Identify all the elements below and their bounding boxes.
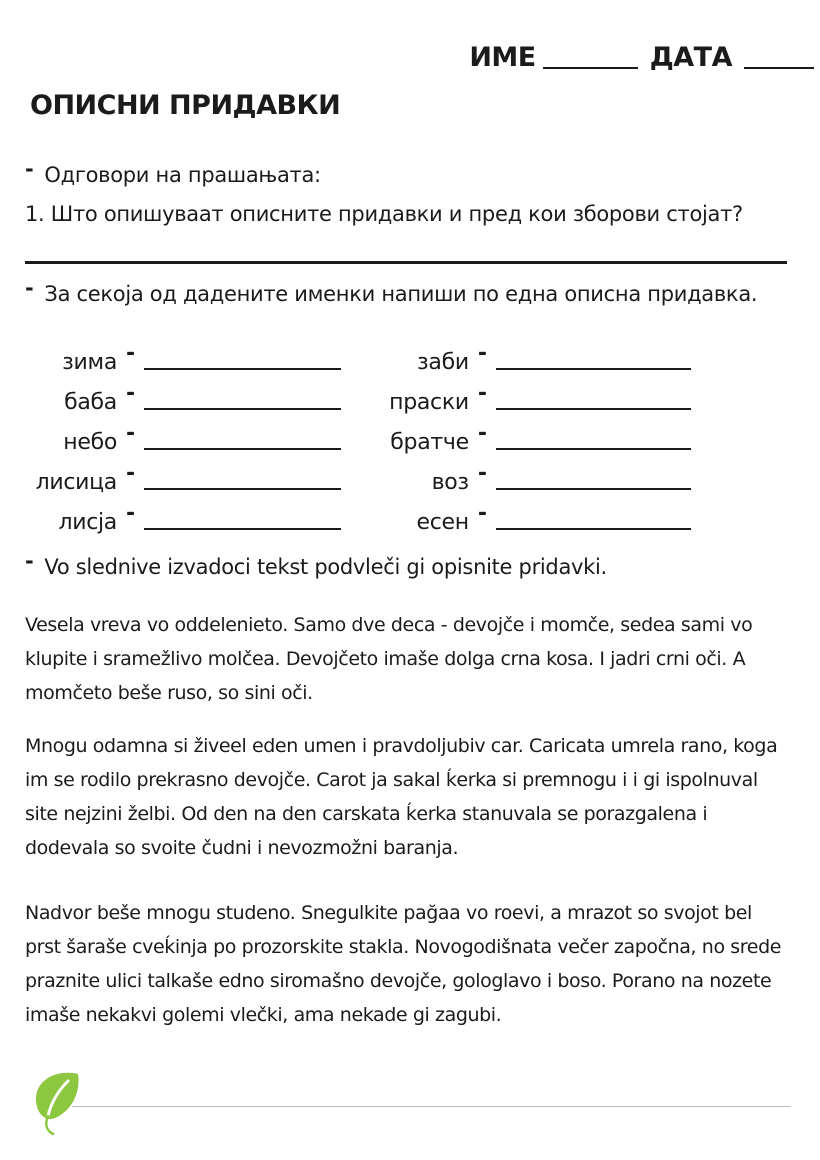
separator-dash: - — [477, 461, 487, 486]
write-in-blank — [144, 368, 341, 370]
word-label: праски — [389, 390, 469, 415]
word-label: есен — [416, 510, 469, 535]
write-in-blank — [144, 408, 341, 410]
word-row — [389, 498, 691, 538]
name-label: ИМЕ — [469, 42, 536, 73]
page-title: ОПИСНИ ПРИДАВКИ — [30, 90, 341, 121]
prompt-answer-questions — [25, 157, 321, 187]
write-in-blank — [496, 368, 691, 370]
excerpt-paragraph-1: Vesela vreva vo oddelenieto. Samo dve deca - devojče i momče, sedea sami vo klupite i sramežlivo molčea. Devojčeto imaše dolga crna kosa. I jadri crni oči. A momčeto beše ruso, so sini oči. — [25, 614, 753, 704]
bullet-dash: - — [25, 157, 34, 181]
bullet-dash: - — [25, 276, 34, 300]
word-row — [389, 378, 691, 418]
word-label: небо — [63, 430, 117, 455]
separator-dash: - — [477, 501, 487, 526]
separator-dash: - — [126, 501, 135, 526]
separator-dash: - — [126, 461, 135, 486]
word-row — [25, 418, 341, 458]
word-column-right — [389, 338, 691, 538]
word-label: зима — [62, 350, 117, 375]
write-in-blank — [144, 448, 341, 450]
prompt-text: Одговори на прашањата: — [44, 163, 321, 187]
name-blank-line — [543, 67, 638, 69]
write-in-blank — [496, 408, 691, 410]
word-label: баба — [64, 390, 117, 415]
date-label: ДАТА — [649, 42, 732, 73]
answer-blank-line — [25, 261, 787, 264]
prompt-text: Vo slednive izvadoci tekst podvleči gi opisnite pridavki. — [44, 555, 607, 579]
word-row — [25, 338, 341, 378]
word-list — [25, 338, 691, 538]
prompt-write-adjectives — [25, 276, 758, 306]
date-blank-line — [744, 67, 814, 69]
word-row — [25, 378, 341, 418]
header — [469, 42, 814, 73]
separator-dash: - — [477, 381, 487, 406]
word-label: лисица — [35, 470, 117, 495]
write-in-blank — [496, 488, 691, 490]
leaf-logo-icon — [32, 1072, 82, 1136]
separator-dash: - — [126, 341, 135, 366]
word-label: братче — [390, 430, 469, 455]
write-in-blank — [144, 528, 341, 530]
excerpt-paragraph-3: Nadvor beše mnogu studeno. Snegulkite pağaa vo roevi, a mrazot so svojot bel prst šaraše cveḱinja po prozorskite stakla. Novogodišnata večer započna, no srede praznite ulici talkaše edno siromašno devojče, gologlavo i boso. Porano na nozete imaše nekakvi golemi vlečki, ama nekade gi zagubi. — [25, 902, 782, 1026]
prompt-text: За секоја од дадените именки напиши по една описна придавка. — [44, 282, 758, 306]
separator-dash: - — [477, 341, 487, 366]
word-row — [389, 338, 691, 378]
word-row — [25, 458, 341, 498]
bullet-dash: - — [25, 549, 34, 573]
separator-dash: - — [126, 381, 135, 406]
write-in-blank — [496, 528, 691, 530]
separator-dash: - — [126, 421, 135, 446]
excerpt-paragraph-2: Mnogu odamna si živeel eden umen i pravdoljubiv car. Caricata umrela rano, koga im se rodilo prekrasno devojče. Carot ja sakal ḱerka si premnogu i i gi ispolnuval site nejzini želbi. Od den na den carskata ḱerka stanuvala se porazgalena i dodevala so svoite čudni i nevozmožni baranja. — [25, 735, 778, 859]
word-label: лисја — [58, 510, 117, 535]
footer-divider-line — [72, 1106, 790, 1107]
separator-dash: - — [477, 421, 487, 446]
word-label: заби — [416, 350, 469, 375]
word-label: воз — [431, 470, 469, 495]
word-row — [389, 418, 691, 458]
question-1: 1. Што опишуваат описните придавки и пред кои зборови стојат? — [25, 202, 743, 226]
word-row — [389, 458, 691, 498]
word-column-left — [25, 338, 341, 538]
word-row — [25, 498, 341, 538]
write-in-blank — [144, 488, 341, 490]
write-in-blank — [496, 448, 691, 450]
prompt-underline-adjectives — [25, 549, 607, 579]
